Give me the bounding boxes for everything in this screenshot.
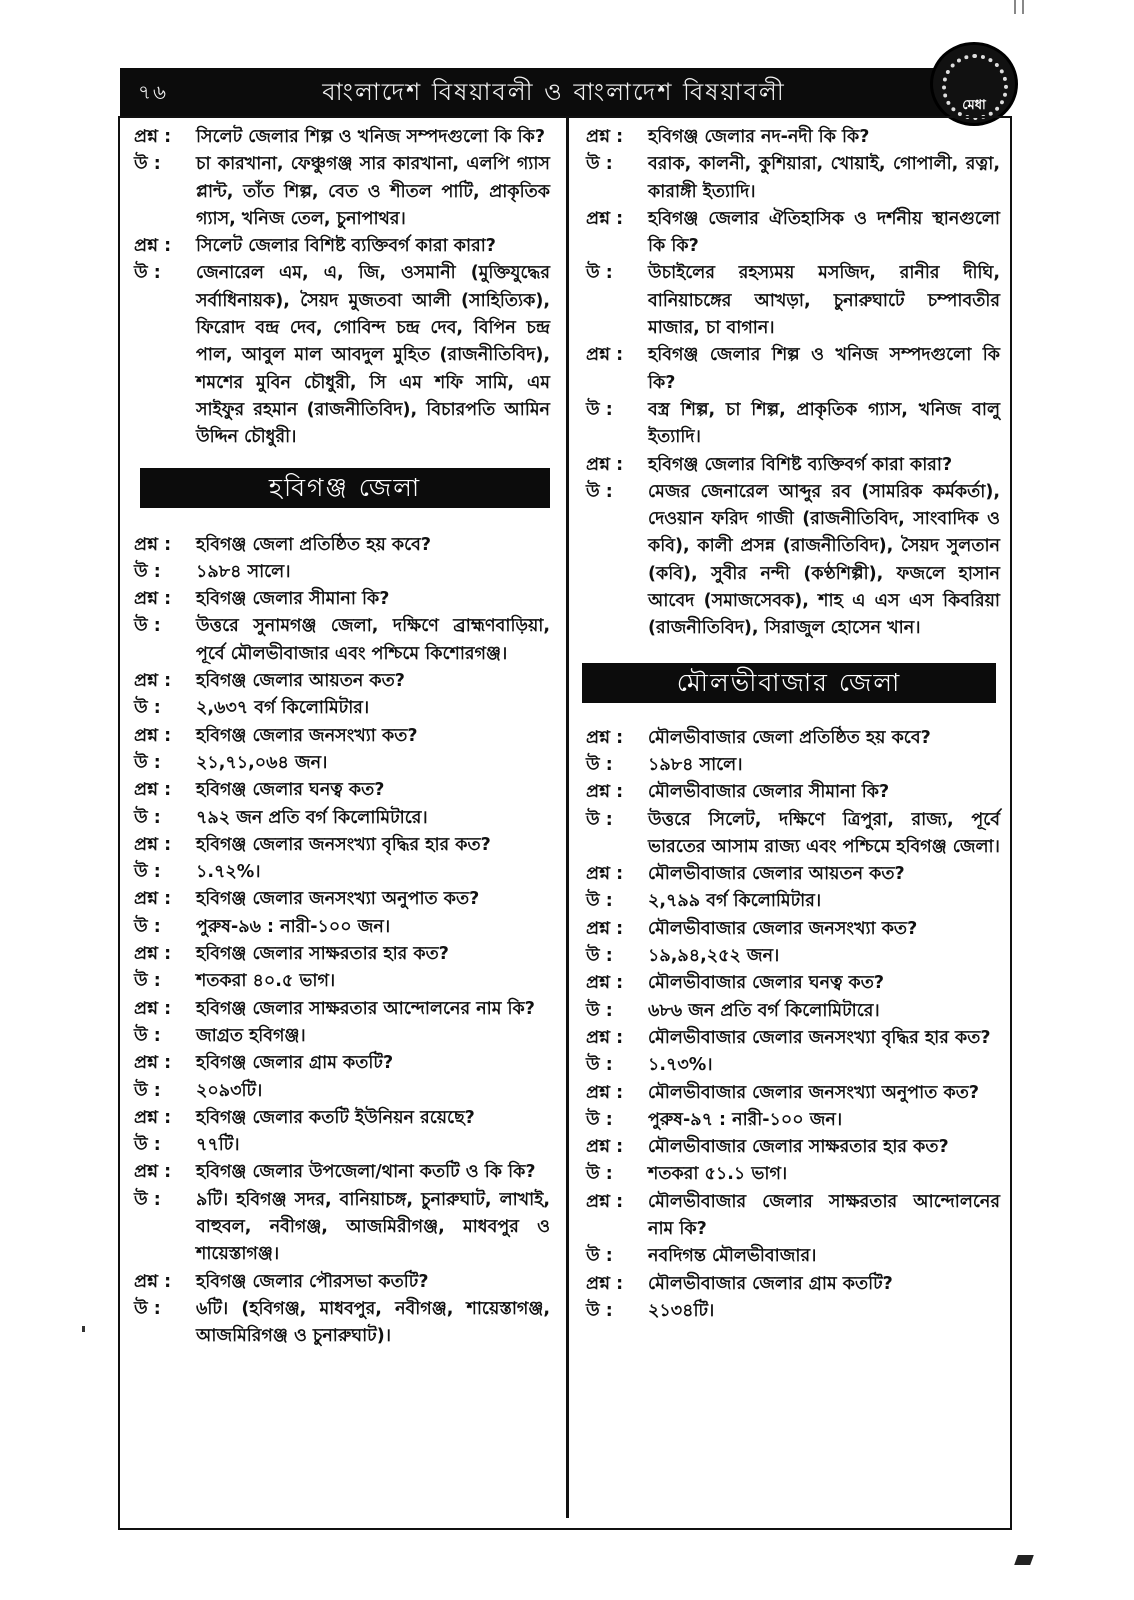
qa-row <box>586 151 1000 206</box>
qa-tag: প্রশ্ন : <box>586 864 624 885</box>
qa-row <box>586 807 1000 862</box>
qa-text: ৬৮৬ জন প্রতি বর্গ কিলোমিটারে। <box>648 1000 880 1021</box>
qa-text: মৌলভীবাজার জেলার জনসংখ্যা অনুপাত কত? <box>648 1082 979 1103</box>
qa-row <box>586 1189 1000 1244</box>
qa-text: উচাইলের রহস্যময় মসজিদ, রানীর দীঘি, বানিয়াচঙ্গের আখড়া, চুনারুঘাটে চম্পাবতীর মাজার, চা বাগান। <box>648 263 1000 339</box>
qa-row <box>134 859 550 886</box>
qa-text: হবিগঞ্জ জেলার গ্রাম কতটি? <box>196 1053 394 1074</box>
qa-row <box>586 206 1000 261</box>
qa-row <box>134 941 550 968</box>
qa-text: শতকরা ৪০.৫ ভাগ। <box>196 971 336 992</box>
qa-text: মৌলভীবাজার জেলার সাক্ষরতার আন্দোলনের নাম কি? <box>648 1191 1000 1239</box>
left-top-qa-list <box>134 124 550 452</box>
right-top-qa-list <box>586 124 1000 643</box>
qa-text: হবিগঞ্জ জেলার নদ-নদী কি কি? <box>648 127 870 147</box>
qa-text: হবিগঞ্জ জেলার আয়তন কত? <box>196 671 405 692</box>
qa-text: পুরুষ-৯৭ : নারী-১০০ জন। <box>648 1109 843 1130</box>
qa-tag: প্রশ্ন : <box>134 725 172 746</box>
qa-tag: প্রশ্ন : <box>134 780 172 801</box>
qa-text: মৌলভীবাজার জেলা প্রতিষ্ঠিত হয় কবে? <box>648 727 931 748</box>
scan-speck <box>82 1326 85 1332</box>
qa-tag: প্রশ্ন : <box>134 834 172 855</box>
qa-text: জাগ্রত হবিগঞ্জ। <box>196 1025 306 1046</box>
right-column <box>586 124 1000 1325</box>
qa-row <box>134 613 550 668</box>
qa-row <box>134 750 550 777</box>
qa-tag: প্রশ্ন : <box>134 671 172 692</box>
qa-tag: উ : <box>586 754 613 775</box>
qa-tag: উ : <box>134 862 161 883</box>
qa-row <box>134 1078 550 1105</box>
qa-tag: উ : <box>586 891 613 912</box>
qa-tag: উ : <box>586 1000 613 1021</box>
qa-tag: প্রশ্ন : <box>134 236 172 257</box>
page-header-title: বাংলাদেশ বিষয়াবলী ও বাংলাদেশ বিষয়াবলী <box>322 78 786 106</box>
qa-tag: প্রশ্ন : <box>586 1191 624 1212</box>
qa-tag: প্রশ্ন : <box>586 973 624 994</box>
qa-row <box>134 124 550 151</box>
qa-row <box>586 725 1000 752</box>
section-title-moulvibazar: মৌলভীবাজার জেলা <box>582 663 996 703</box>
habiganj-qa-list <box>134 532 550 1351</box>
qa-row <box>586 752 1000 779</box>
emblem-label: মেধা <box>962 98 986 113</box>
scan-corner-mark <box>1014 0 1024 14</box>
section-title-habiganj: হবিগঞ্জ জেলা <box>140 468 550 508</box>
qa-row <box>134 968 550 995</box>
qa-tag: উ : <box>586 399 613 420</box>
qa-text: হবিগঞ্জ জেলার ঘনত্ব কত? <box>196 780 385 801</box>
qa-tag: প্রশ্ন : <box>586 208 624 229</box>
qa-tag: প্রশ্ন : <box>586 1082 624 1103</box>
qa-text: হবিগঞ্জ জেলার বিশিষ্ট ব্যক্তিবর্গ কারা কারা? <box>648 454 953 475</box>
qa-tag: উ : <box>586 809 613 830</box>
qa-tag: প্রশ্ন : <box>134 1107 172 1128</box>
qa-text: হবিগঞ্জ জেলার ঐতিহাসিক ও দর্শনীয় স্থানগুলো কি কি? <box>648 208 1000 257</box>
qa-row <box>586 970 1000 997</box>
qa-tag: প্রশ্ন : <box>134 127 172 147</box>
qa-row <box>134 1023 550 1050</box>
qa-tag: উ : <box>586 1300 613 1321</box>
qa-row <box>586 779 1000 806</box>
left-column <box>134 124 550 1350</box>
qa-text: হবিগঞ্জ জেলার কতটি ইউনিয়ন রয়েছে? <box>196 1107 475 1128</box>
column-divider <box>566 118 569 1518</box>
qa-text: ১.৭৩%। <box>648 1055 713 1076</box>
qa-text: হবিগঞ্জ জেলার জনসংখ্যা বৃদ্ধির হার কত? <box>196 834 491 855</box>
qa-tag: প্রশ্ন : <box>586 918 624 939</box>
qa-row <box>586 1243 1000 1270</box>
qa-row <box>134 1132 550 1159</box>
scan-edge-mark <box>1014 1555 1034 1565</box>
qa-row <box>134 668 550 695</box>
qa-text: উত্তরে সুনামগঞ্জ জেলা, দক্ষিণে ব্রাহ্মণবাড়িয়া, পূর্বে মৌলভীবাজার এবং পশ্চিমে কিশোরগঞ্জ। <box>196 616 550 664</box>
qa-text: উত্তরে সিলেট, দক্ষিণে ত্রিপুরা, রাজ্য, পূর্বে ভারতের আসাম রাজ্য এবং পশ্চিমে হবিগঞ্জ জেলা। <box>648 809 1000 857</box>
qa-tag: প্রশ্ন : <box>586 345 624 366</box>
qa-row <box>134 1105 550 1132</box>
qa-tag: উ : <box>134 916 161 937</box>
qa-text: মৌলভীবাজার জেলার সীমানা কি? <box>648 782 890 803</box>
qa-tag: উ : <box>134 752 161 773</box>
qa-text: ৯টি। হবিগঞ্জ সদর, বানিয়াচঙ্গ, চুনারুঘাট, লাখাই, বাহুবল, নবীগঞ্জ, আজমিরীগঞ্জ, মাধবপুর ও শায়েস্তাগঞ্জ। <box>196 1189 550 1265</box>
qa-row <box>134 723 550 750</box>
qa-row <box>134 805 550 832</box>
qa-row <box>134 260 550 451</box>
qa-row <box>586 1107 1000 1134</box>
qa-text: সিলেট জেলার বিশিষ্ট ব্যক্তিবর্গ কারা কারা? <box>196 236 496 257</box>
qa-text: পুরুষ-৯৬ : নারী-১০০ জন। <box>196 916 391 937</box>
qa-text: মৌলভীবাজার জেলার জনসংখ্যা বৃদ্ধির হার কত? <box>648 1027 991 1048</box>
qa-text: ৭৭টি। <box>196 1135 240 1156</box>
qa-row <box>134 532 550 559</box>
qa-tag: প্রশ্ন : <box>586 1137 624 1158</box>
qa-tag: উ : <box>134 807 161 828</box>
qa-text: নবদিগন্ত মৌলভীবাজার। <box>648 1246 817 1267</box>
qa-text: জেনারেল এম, এ, জি, ওসমানী (মুক্তিযুদ্ধের সর্বাধিনায়ক), সৈয়দ মুজতবা আলী (সাহিত্যিক), ফিরোদ বন্দ্র দেব, গোবিন্দ চন্দ্র দেব, বিপিন চন্দ্র পাল, আবুল মাল আবদুল মুহিত (রাজনীতিবিদ), শমশের মুবিন চৌধুরী, সি এম শফি সামি, এম সাইফুর রহমান (রাজনীতিবিদ), বিচারপতি আমিন উদ্দিন চৌধুরী। <box>196 263 550 448</box>
qa-row <box>586 1134 1000 1161</box>
qa-text: মৌলভীবাজার জেলার আয়তন কত? <box>648 864 905 885</box>
qa-text: ২,৭৯৯ বর্গ কিলোমিটার। <box>648 891 822 912</box>
qa-text: হবিগঞ্জ জেলার জনসংখ্যা কত? <box>196 725 418 746</box>
qa-tag: উ : <box>586 1246 613 1267</box>
qa-tag: উ : <box>586 263 613 284</box>
qa-tag: প্রশ্ন : <box>134 944 172 965</box>
qa-tag: উ : <box>134 154 161 175</box>
qa-row <box>134 1050 550 1077</box>
qa-tag: উ : <box>586 1055 613 1076</box>
qa-row <box>586 479 1000 643</box>
qa-text: ২০৯৩টি। <box>196 1080 263 1101</box>
qa-text: হবিগঞ্জ জেলার পৌরসভা কতটি? <box>196 1271 429 1292</box>
qa-row <box>586 1271 1000 1298</box>
qa-row <box>134 996 550 1023</box>
qa-tag: প্রশ্ন : <box>586 782 624 803</box>
qa-text: ১৯৮৪ সালে। <box>196 561 291 582</box>
qa-tag: প্রশ্ন : <box>586 727 624 748</box>
page-number: ৭৬ <box>138 80 169 104</box>
qa-tag: প্রশ্ন : <box>134 1271 172 1292</box>
qa-row <box>586 1052 1000 1079</box>
qa-row <box>586 124 1000 151</box>
qa-text: হবিগঞ্জ জেলার সাক্ষরতার হার কত? <box>196 944 449 965</box>
qa-text: মৌলভীবাজার জেলার জনসংখ্যা কত? <box>648 918 918 939</box>
qa-row <box>586 916 1000 943</box>
qa-tag: প্রশ্ন : <box>134 889 172 910</box>
qa-tag: প্রশ্ন : <box>134 534 172 555</box>
qa-text: মেজর জেনারেল আব্দুর রব (সামরিক কর্মকর্তা), দেওয়ান ফরিদ গাজী (রাজনীতিবিদ, সাংবাদিক ও কবি), কালী প্রসন্ন (রাজনীতিবিদ), সৈয়দ সুলতান (কবি), সুবীর নন্দী (কণ্ঠশিল্পী), ফজলে হাসান আবেদ (সমাজসেবক), শাহ এ এস এস কিবরিয়া (রাজনীতিবিদ), সিরাজুল হোসেন খান। <box>648 481 1000 639</box>
qa-tag: উ : <box>586 481 613 502</box>
qa-row <box>134 914 550 941</box>
qa-row <box>586 260 1000 342</box>
qa-text: ১৯৮৪ সালে। <box>648 754 743 775</box>
qa-row <box>134 832 550 859</box>
qa-tag: উ : <box>134 1135 161 1156</box>
qa-text: সিলেট জেলার শিল্প ও খনিজ সম্পদগুলো কি কি? <box>196 127 546 147</box>
qa-tag: উ : <box>134 971 161 992</box>
qa-text: মৌলভীবাজার জেলার গ্রাম কতটি? <box>648 1273 893 1294</box>
qa-text: মৌলভীবাজার জেলার ঘনত্ব কত? <box>648 973 885 994</box>
qa-tag: প্রশ্ন : <box>586 1027 624 1048</box>
qa-tag: উ : <box>134 1189 161 1210</box>
qa-tag: উ : <box>134 1298 161 1319</box>
qa-row <box>134 777 550 804</box>
qa-text: হবিগঞ্জ জেলা প্রতিষ্ঠিত হয় কবে? <box>196 534 432 555</box>
qa-row <box>586 943 1000 970</box>
qa-row <box>586 1080 1000 1107</box>
header-emblem-logo <box>930 42 1018 126</box>
qa-tag: প্রশ্ন : <box>134 1162 172 1183</box>
qa-tag: প্রশ্ন : <box>134 998 172 1019</box>
qa-text: হবিগঞ্জ জেলার জনসংখ্যা অনুপাত কত? <box>196 889 480 910</box>
qa-tag: উ : <box>134 263 161 284</box>
qa-tag: উ : <box>586 154 613 175</box>
qa-text: বস্ত্র শিল্প, চা শিল্প, প্রাকৃতিক গ্যাস, খনিজ বালু ইত্যাদি। <box>648 399 1000 448</box>
qa-tag: উ : <box>586 946 613 967</box>
moulvibazar-qa-list <box>586 725 1000 1326</box>
qa-row <box>586 888 1000 915</box>
qa-text: ১.৭২%। <box>196 862 261 883</box>
qa-tag: প্রশ্ন : <box>134 1053 172 1074</box>
qa-text: ৬টি। (হবিগঞ্জ, মাধবপুর, নবীগঞ্জ, শায়েস্তাগঞ্জ, আজমিরিগঞ্জ ও চুনারুঘাট)। <box>196 1298 550 1347</box>
qa-tag: উ : <box>134 1025 161 1046</box>
qa-row <box>586 1025 1000 1052</box>
qa-text: মৌলভীবাজার জেলার সাক্ষরতার হার কত? <box>648 1137 949 1158</box>
qa-row <box>134 886 550 913</box>
qa-row <box>134 233 550 260</box>
qa-row <box>134 151 550 233</box>
qa-tag: উ : <box>586 1164 613 1185</box>
qa-row <box>586 397 1000 452</box>
qa-row <box>586 452 1000 479</box>
qa-tag: উ : <box>134 1080 161 1101</box>
page-header <box>120 68 988 116</box>
qa-row <box>586 1161 1000 1188</box>
qa-text: চা কারখানা, ফেঞ্চুগঞ্জ সার কারখানা, এলপি গ্যাস প্লান্ট, তাঁত শিল্প, বেত ও শীতল পাটি, প্রাকৃতিক গ্যাস, খনিজ তেল, চুনাপাথর। <box>196 154 550 229</box>
qa-tag: প্রশ্ন : <box>586 454 624 475</box>
qa-text: হবিগঞ্জ জেলার শিল্প ও খনিজ সম্পদগুলো কি কি? <box>648 345 1000 393</box>
qa-row <box>134 1159 550 1186</box>
qa-text: হবিগঞ্জ জেলার সীমানা কি? <box>196 589 390 610</box>
qa-tag: উ : <box>586 1109 613 1130</box>
qa-tag: প্রশ্ন : <box>586 127 624 147</box>
qa-row <box>134 1296 550 1351</box>
qa-text: ২১৩৪টি। <box>648 1300 715 1321</box>
qa-row <box>134 586 550 613</box>
qa-text: শতকরা ৫১.১ ভাগ। <box>648 1164 788 1185</box>
qa-row <box>586 861 1000 888</box>
qa-row <box>586 1298 1000 1325</box>
qa-text: ৭৯২ জন প্রতি বর্গ কিলোমিটারে। <box>196 807 428 828</box>
qa-row <box>134 1187 550 1269</box>
qa-row <box>134 1269 550 1296</box>
qa-row <box>134 695 550 722</box>
qa-row <box>586 342 1000 397</box>
qa-tag: উ : <box>134 698 161 719</box>
qa-text: হবিগঞ্জ জেলার উপজেলা/থানা কতটি ও কি কি? <box>196 1162 536 1183</box>
qa-text: ২,৬৩৭ বর্গ কিলোমিটার। <box>196 698 370 719</box>
qa-tag: প্রশ্ন : <box>134 589 172 610</box>
qa-tag: প্রশ্ন : <box>586 1273 624 1294</box>
qa-tag: উ : <box>134 616 161 637</box>
qa-text: ২১,৭১,০৬৪ জন। <box>196 752 328 773</box>
qa-text: হবিগঞ্জ জেলার সাক্ষরতার আন্দোলনের নাম কি? <box>196 998 535 1019</box>
qa-tag: উ : <box>134 561 161 582</box>
qa-row <box>586 998 1000 1025</box>
qa-row <box>134 559 550 586</box>
qa-text: ১৯,৯৪,২৫২ জন। <box>648 946 780 967</box>
qa-text: বরাক, কালনী, কুশিয়ারা, খোয়াই, গোপালী, রত্না, কারাঙ্গী ইত্যাদি। <box>648 154 1000 202</box>
